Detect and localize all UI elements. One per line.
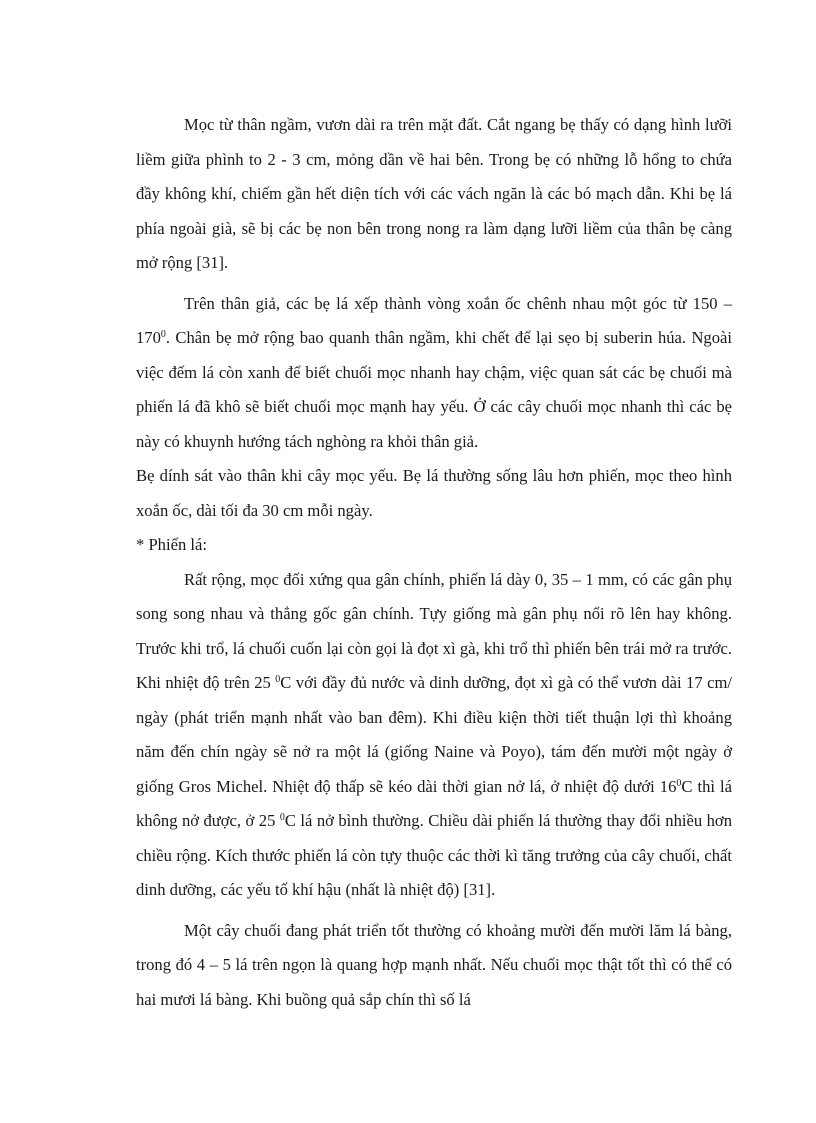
section-heading-leaf-blade: * Phiến lá: bbox=[136, 535, 207, 554]
paragraph-text: C với đầy đủ nước và dinh dưỡng, đọt xì gà có thể vươn dài 17 cm/ ngày (phát triển mạnh nhất vào ban đêm). Khi điều kiện thời tiết thuận lợi thì khoảng năm đến chín ngày sẽ nở ra một lá (giống Naine và Poyo), tám đến mười một ngày ở giống Gros Michel. Nhiệt độ thấp sẽ kéo dài thời gian nở lá, ở nhiệt độ dưới 16 bbox=[136, 673, 732, 796]
degree-superscript: 0 bbox=[279, 812, 285, 823]
degree-superscript: 0 bbox=[275, 674, 281, 685]
paragraph-text: . Chân bẹ mở rộng bao quanh thân ngầm, khi chết để lại sẹo bị suberin húa. Ngoài việc đếm lá còn xanh để biết chuối mọc nhanh hay chậm, việc quan sát các bẹ chuối mà phiến lá đã khô sẽ biết chuối mọc mạnh hay yếu. Ở các cây chuối mọc nhanh thì các bẹ này có khuynh hướng tách nghòng ra khỏi thân giả. bbox=[136, 328, 732, 451]
paragraph-text: C lá nở bình thường. Chiều dài phiến lá thường thay đổi nhiều hơn chiều rộng. Kích thước phiến lá còn tựy thuộc các thời kì tăng trưởng của cây chuối, chất dinh dưỡng, các yếu tố khí hậu (nhất là nhiệt độ) [31]. bbox=[136, 811, 732, 899]
paragraph-text: Trên thân giả, các bẹ lá xếp thành vòng xoắn ốc chênh nhau một góc từ 150 – 170 bbox=[136, 293, 732, 347]
paragraph-sheath-arrangement bbox=[136, 287, 732, 460]
paragraph-leaf-count: Một cây chuối đang phát triển tốt thường có khoảng mười đến mười lăm lá bàng, trong đó 4 – 5 lá trên ngọn là quang hợp mạnh nhất. Nếu chuối mọc thật tốt thì có thể có hai mươi lá bàng. Khi buồng quả sắp chín thì số lá bbox=[136, 920, 732, 1009]
paragraph-sheath-attachment: Bẹ dính sát vào thân khi cây mọc yếu. Bẹ lá thường sống lâu hơn phiến, mọc theo hình xoắn ốc, dài tối đa 30 cm mỗi ngày. bbox=[136, 466, 732, 520]
document-page bbox=[136, 108, 732, 1017]
degree-superscript: 0 bbox=[160, 329, 166, 340]
paragraph-text: C thì lá không nở được, ở 25 bbox=[136, 776, 732, 830]
degree-superscript: 0 bbox=[676, 777, 682, 789]
paragraph-leaf-blade bbox=[136, 563, 732, 908]
paragraph-pseudostem-sheath: Mọc từ thân ngầm, vươn dài ra trên mặt đất. Cắt ngang bẹ thấy có dạng hình lưỡi liềm giữa phình to 2 - 3 cm, mỏng dần về hai bên. Trong bẹ có những lỗ hổng to chứa đầy không khí, chiếm gần hết diện tích với các vách ngăn là các bó mạch dẫn. Khi bẹ lá phía ngoài già, sẽ bị các bẹ non bên trong nong ra làm dạng lưỡi liềm của thân bẹ càng mở rộng [31]. bbox=[136, 115, 732, 272]
paragraph-text: Rất rộng, mọc đối xứng qua gân chính, phiến lá dày 0, 35 – 1 mm, có các gân phụ song song nhau và thẳng gốc gân chính. Tựy giống mà gân phụ nổi rõ lên hay không. Trước khi trổ, lá chuối cuốn lại còn gọi là đọt xì gà, khi trổ thì phiến bên trái mở ra trước. Khi nhiệt độ trên 25 bbox=[136, 569, 732, 692]
